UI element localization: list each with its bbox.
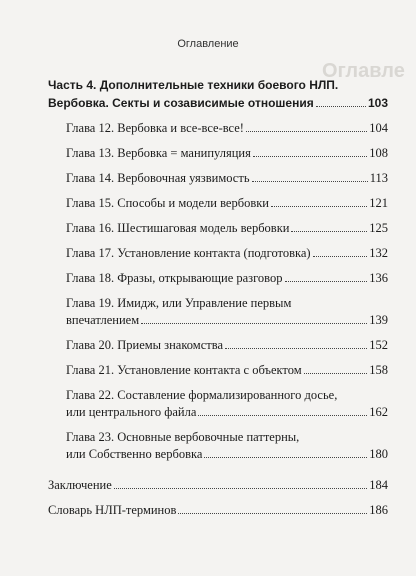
dot-leader — [204, 457, 367, 458]
page-number: 139 — [369, 313, 388, 327]
chapter-title: Глава 17. Установление контакта (подготовка) — [66, 246, 311, 260]
dot-leader — [285, 281, 368, 282]
page-number: 113 — [369, 171, 388, 185]
table-of-contents — [48, 76, 388, 519]
dot-leader — [291, 231, 367, 232]
part-title-line1: Часть 4. Дополнительные техники боевого НЛП. — [48, 78, 339, 92]
chapter-title-line1: Глава 22. Составление формализированного досье, — [66, 388, 338, 402]
chapter-title: Глава 14. Вербовочная уязвимость — [66, 171, 250, 185]
toc-chapter-21[interactable] — [48, 362, 388, 379]
page-number: 132 — [369, 246, 388, 260]
chapter-title-line1: Глава 23. Основные вербовочные паттерны, — [66, 430, 300, 444]
chapter-title: Глава 16. Шестишаговая модель вербовки — [66, 221, 290, 235]
page-number: 104 — [369, 121, 388, 135]
chapter-title: Глава 15. Способы и модели вербовки — [66, 196, 269, 210]
dot-leader — [253, 156, 367, 157]
chapter-title-line1: Глава 19. Имидж, или Управление первым — [66, 296, 292, 310]
page-number: 121 — [369, 196, 388, 210]
toc-chapter-17[interactable] — [48, 245, 388, 262]
dot-leader — [271, 206, 367, 207]
page-number: 152 — [369, 338, 388, 352]
page-number: 184 — [369, 478, 388, 492]
toc-chapter-13[interactable] — [48, 145, 388, 162]
toc-part-4[interactable] — [48, 76, 388, 112]
dot-leader — [313, 256, 368, 257]
page-number: 158 — [369, 363, 388, 377]
dot-leader — [114, 488, 368, 489]
page-number: 108 — [369, 146, 388, 160]
toc-chapter-23[interactable] — [48, 429, 388, 463]
chapter-title: Глава 13. Вербовка = манипуляция — [66, 146, 251, 160]
chapter-title-line2: или Собственно вербовка — [66, 447, 203, 461]
part-title-line2: Вербовка. Секты и созависимые отношения — [48, 96, 314, 110]
entry-title: Заключение — [48, 478, 112, 492]
toc-chapter-14[interactable] — [48, 170, 388, 187]
toc-chapter-12[interactable] — [48, 120, 388, 137]
page-number: 136 — [369, 271, 388, 285]
toc-chapter-20[interactable] — [48, 337, 388, 354]
chapter-title-line2: впечатлением — [66, 313, 140, 327]
chapter-title: Глава 18. Фразы, открывающие разговор — [66, 271, 283, 285]
page-number: 186 — [369, 503, 388, 517]
dot-leader — [141, 323, 367, 324]
toc-chapter-22[interactable] — [48, 387, 388, 421]
page-number: 103 — [367, 96, 388, 110]
dot-leader — [252, 181, 368, 182]
dot-leader — [225, 348, 367, 349]
chapter-title: Глава 20. Приемы знакомства — [66, 338, 224, 352]
bleed-through-text: Оглавле — [322, 60, 405, 82]
dot-leader — [178, 513, 367, 514]
entry-title: Словарь НЛП-терминов — [48, 503, 177, 517]
toc-glossary[interactable] — [48, 502, 388, 519]
toc-conclusion[interactable] — [48, 477, 388, 494]
dot-leader — [246, 131, 367, 132]
dot-leader — [198, 415, 367, 416]
page-number: 125 — [369, 221, 388, 235]
toc-chapter-16[interactable] — [48, 220, 388, 237]
chapter-title: Глава 12. Вербовка и все-все-все! — [66, 121, 244, 135]
toc-chapter-19[interactable] — [48, 295, 388, 329]
page-number: 180 — [369, 447, 388, 461]
toc-chapter-15[interactable] — [48, 195, 388, 212]
dot-leader — [316, 106, 366, 107]
page-number: 162 — [369, 405, 388, 419]
chapter-title: Глава 21. Установление контакта с объектом — [66, 363, 302, 377]
toc-chapter-18[interactable] — [48, 270, 388, 287]
chapter-title-line2: или центрального файла — [66, 405, 197, 419]
dot-leader — [304, 373, 368, 374]
page-header: Оглавление — [177, 38, 239, 50]
